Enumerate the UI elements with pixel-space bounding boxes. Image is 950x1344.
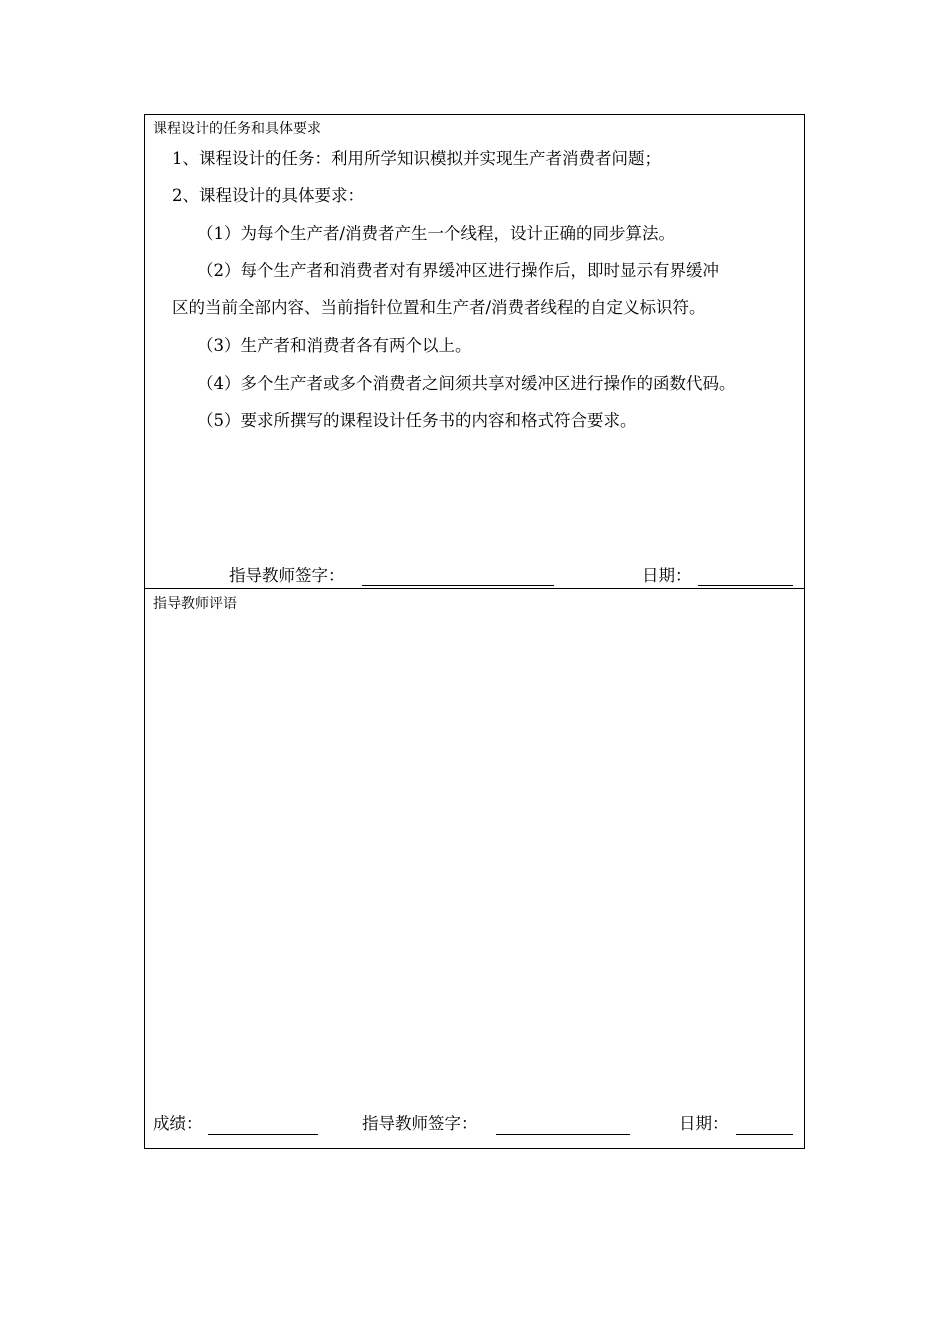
requirement-1: （1）为每个生产者/消费者产生一个线程，设计正确的同步算法。 — [197, 224, 676, 243]
task-line-1: 1、课程设计的任务：利用所学知识模拟并实现生产者消费者问题； — [172, 149, 661, 168]
comments-section-heading: 指导教师评语 — [153, 596, 237, 612]
requirement-5: （5）要求所撰写的课程设计任务书的内容和格式符合要求。 — [197, 411, 637, 430]
requirement-3: （3）生产者和消费者各有两个以上。 — [197, 336, 472, 355]
date-blank[interactable] — [698, 585, 793, 586]
task-line-2: 2、课程设计的具体要求： — [172, 186, 364, 205]
teacher-signature-label: 指导教师签字： — [229, 566, 345, 585]
comments-date-label: 日期： — [679, 1114, 729, 1133]
date-label: 日期： — [642, 566, 692, 585]
grade-blank[interactable] — [208, 1134, 318, 1135]
task-section-heading: 课程设计的任务和具体要求 — [153, 121, 321, 137]
comments-signature-blank[interactable] — [496, 1134, 630, 1135]
comments-signature-label: 指导教师签字： — [362, 1114, 478, 1133]
section-divider — [144, 588, 805, 589]
grade-label: 成绩： — [153, 1114, 203, 1133]
requirement-4: （4）多个生产者或多个消费者之间须共享对缓冲区进行操作的函数代码。 — [197, 374, 736, 393]
requirement-2: （2）每个生产者和消费者对有界缓冲区进行操作后，即时显示有界缓冲 — [197, 261, 719, 280]
teacher-signature-blank[interactable] — [362, 585, 554, 586]
comments-date-blank[interactable] — [736, 1134, 793, 1135]
requirement-2-cont: 区的当前全部内容、当前指针位置和生产者/消费者线程的自定义标识符。 — [172, 298, 706, 317]
